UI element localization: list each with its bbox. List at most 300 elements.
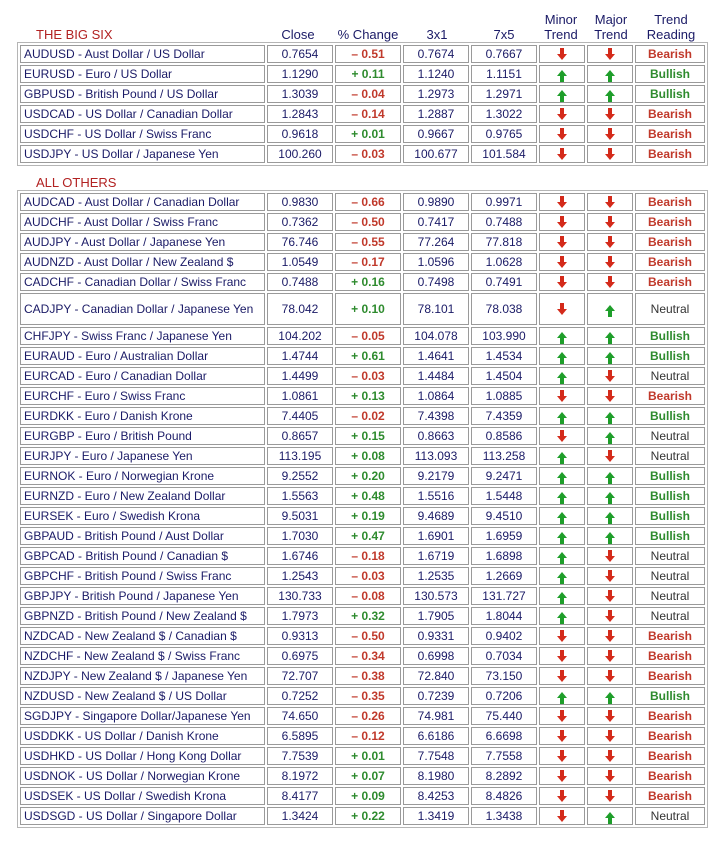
three-by-one-cell: 0.9890: [403, 193, 469, 211]
minor-trend-cell: [539, 233, 585, 251]
table-row: [20, 547, 705, 565]
major-trend-cell: [587, 253, 633, 271]
header-pct-change: % Change: [337, 27, 399, 42]
three-by-one-cell: 1.2887: [403, 105, 469, 123]
arrow-down-icon: [557, 756, 567, 762]
arrow-down-icon: [557, 656, 567, 662]
minor-trend-cell: [539, 627, 585, 645]
pair-cell: GBPJPY - British Pound / Japanese Yen: [20, 587, 265, 605]
change-cell: – 0.17: [335, 253, 401, 271]
pair-cell: EURNOK - Euro / Norwegian Krone: [20, 467, 265, 485]
arrow-up-icon: [557, 332, 567, 338]
minor-trend-cell: [539, 273, 585, 291]
arrow-down-icon: [605, 756, 615, 762]
arrow-up-icon: [557, 90, 567, 96]
arrow-down-icon: [605, 376, 615, 382]
change-cell: + 0.20: [335, 467, 401, 485]
pair-cell: EURSEK - Euro / Swedish Krona: [20, 507, 265, 525]
arrow-down-icon: [605, 556, 615, 562]
major-trend-cell: [587, 145, 633, 163]
pair-cell: CADCHF - Canadian Dollar / Swiss Franc: [20, 273, 265, 291]
arrow-down-icon: [605, 736, 615, 742]
three-by-one-cell: 0.9331: [403, 627, 469, 645]
seven-by-five-cell: 1.4534: [471, 347, 537, 365]
arrow-down-icon: [557, 816, 567, 822]
change-cell: – 0.03: [335, 367, 401, 385]
minor-trend-cell: [539, 787, 585, 805]
arrow-up-icon: [605, 812, 615, 818]
table-row: [20, 767, 705, 785]
three-by-one-cell: 9.4689: [403, 507, 469, 525]
three-by-one-cell: 130.573: [403, 587, 469, 605]
pair-cell: USDJPY - US Dollar / Japanese Yen: [20, 145, 265, 163]
table-row: [20, 387, 705, 405]
trend-reading-cell: Bearish: [635, 193, 705, 211]
trend-reading-cell: Neutral: [635, 293, 705, 325]
close-cell: 0.7362: [267, 213, 333, 231]
pair-cell: GBPCAD - British Pound / Canadian $: [20, 547, 265, 565]
arrow-down-icon: [605, 202, 615, 208]
change-cell: – 0.51: [335, 45, 401, 63]
change-cell: – 0.14: [335, 105, 401, 123]
pair-cell: USDNOK - US Dollar / Norwegian Krone: [20, 767, 265, 785]
close-cell: 0.6975: [267, 647, 333, 665]
trend-reading-cell: Bullish: [635, 407, 705, 425]
arrow-up-icon: [557, 552, 567, 558]
major-trend-cell: [587, 367, 633, 385]
arrow-down-icon: [605, 282, 615, 288]
three-by-one-cell: 7.7548: [403, 747, 469, 765]
pair-cell: EURJPY - Euro / Japanese Yen: [20, 447, 265, 465]
minor-trend-cell: [539, 707, 585, 725]
minor-trend-cell: [539, 85, 585, 103]
change-cell: + 0.01: [335, 747, 401, 765]
minor-trend-cell: [539, 45, 585, 63]
change-cell: – 0.66: [335, 193, 401, 211]
three-by-one-cell: 1.2535: [403, 567, 469, 585]
change-cell: – 0.35: [335, 687, 401, 705]
close-cell: 1.3424: [267, 807, 333, 825]
table-row: [20, 447, 705, 465]
change-cell: + 0.47: [335, 527, 401, 545]
trend-reading-cell: Neutral: [635, 587, 705, 605]
three-by-one-cell: 0.7498: [403, 273, 469, 291]
seven-by-five-cell: 1.0628: [471, 253, 537, 271]
seven-by-five-cell: 7.7558: [471, 747, 537, 765]
close-cell: 1.4744: [267, 347, 333, 365]
table-row: [20, 367, 705, 385]
major-trend-cell: [587, 105, 633, 123]
seven-by-five-cell: 0.7667: [471, 45, 537, 63]
three-by-one-cell: 0.8663: [403, 427, 469, 445]
minor-trend-cell: [539, 607, 585, 625]
arrow-down-icon: [605, 716, 615, 722]
three-by-one-cell: 77.264: [403, 233, 469, 251]
three-by-one-cell: 8.4253: [403, 787, 469, 805]
three-by-one-cell: 1.6719: [403, 547, 469, 565]
three-by-one-cell: 104.078: [403, 327, 469, 345]
pair-cell: SGDJPY - Singapore Dollar/Japanese Yen: [20, 707, 265, 725]
pair-cell: USDSEK - US Dollar / Swedish Krona: [20, 787, 265, 805]
arrow-down-icon: [557, 736, 567, 742]
close-cell: 0.8657: [267, 427, 333, 445]
arrow-down-icon: [557, 54, 567, 60]
close-cell: 1.1290: [267, 65, 333, 83]
table-row: [20, 85, 705, 103]
three-by-one-cell: 1.3419: [403, 807, 469, 825]
major-trend-cell: [587, 527, 633, 545]
all-others-title: ALL OTHERS: [36, 175, 117, 190]
pair-cell: GBPCHF - British Pound / Swiss Franc: [20, 567, 265, 585]
table-row: [20, 125, 705, 143]
trend-reading-cell: Neutral: [635, 607, 705, 625]
arrow-down-icon: [557, 282, 567, 288]
seven-by-five-cell: 0.9765: [471, 125, 537, 143]
three-by-one-cell: 9.2179: [403, 467, 469, 485]
close-cell: 74.650: [267, 707, 333, 725]
seven-by-five-cell: 77.818: [471, 233, 537, 251]
three-by-one-cell: 1.2973: [403, 85, 469, 103]
minor-trend-cell: [539, 327, 585, 345]
table-row: [20, 293, 705, 325]
table-row: [20, 145, 705, 163]
table-row: [20, 787, 705, 805]
seven-by-five-cell: 78.038: [471, 293, 537, 325]
trend-reading-cell: Bullish: [635, 527, 705, 545]
close-cell: 1.5563: [267, 487, 333, 505]
major-trend-cell: [587, 507, 633, 525]
change-cell: + 0.01: [335, 125, 401, 143]
pair-cell: CADJPY - Canadian Dollar / Japanese Yen: [20, 293, 265, 325]
arrow-up-icon: [557, 412, 567, 418]
seven-by-five-cell: 1.5448: [471, 487, 537, 505]
pair-cell: NZDCAD - New Zealand $ / Canadian $: [20, 627, 265, 645]
change-cell: – 0.03: [335, 567, 401, 585]
arrow-up-icon: [557, 472, 567, 478]
table-row: [20, 347, 705, 365]
seven-by-five-cell: 8.2892: [471, 767, 537, 785]
header-minor-line1: Minor: [544, 12, 578, 27]
close-cell: 0.9830: [267, 193, 333, 211]
three-by-one-cell: 6.6186: [403, 727, 469, 745]
arrow-down-icon: [605, 656, 615, 662]
table-row: [20, 667, 705, 685]
trend-reading-cell: Neutral: [635, 567, 705, 585]
close-cell: 0.7488: [267, 273, 333, 291]
minor-trend-cell: [539, 125, 585, 143]
close-cell: 130.733: [267, 587, 333, 605]
three-by-one-cell: 1.0596: [403, 253, 469, 271]
seven-by-five-cell: 1.0885: [471, 387, 537, 405]
minor-trend-cell: [539, 667, 585, 685]
change-cell: – 0.12: [335, 727, 401, 745]
major-trend-cell: [587, 727, 633, 745]
arrow-down-icon: [557, 222, 567, 228]
trend-reading-cell: Bearish: [635, 125, 705, 143]
major-trend-cell: [587, 193, 633, 211]
pair-cell: AUDCHF - Aust Dollar / Swiss Franc: [20, 213, 265, 231]
minor-trend-cell: [539, 467, 585, 485]
major-trend-cell: [587, 647, 633, 665]
table-row: [20, 213, 705, 231]
arrow-down-icon: [557, 154, 567, 160]
header-7x5: 7x5: [493, 27, 515, 42]
major-trend-cell: [587, 747, 633, 765]
change-cell: + 0.15: [335, 427, 401, 445]
table-row: [20, 527, 705, 545]
minor-trend-cell: [539, 487, 585, 505]
close-cell: 1.7030: [267, 527, 333, 545]
major-trend-cell: [587, 807, 633, 825]
arrow-up-icon: [605, 532, 615, 538]
minor-trend-cell: [539, 507, 585, 525]
major-trend-cell: [587, 407, 633, 425]
arrow-down-icon: [557, 309, 567, 315]
three-by-one-cell: 0.7674: [403, 45, 469, 63]
pair-cell: NZDCHF - New Zealand $ / Swiss Franc: [20, 647, 265, 665]
major-trend-cell: [587, 85, 633, 103]
trend-reading-cell: Bearish: [635, 387, 705, 405]
header-reading-line2: Reading: [646, 27, 696, 42]
arrow-down-icon: [557, 262, 567, 268]
seven-by-five-cell: 9.2471: [471, 467, 537, 485]
seven-by-five-cell: 1.2669: [471, 567, 537, 585]
pair-cell: EURCAD - Euro / Canadian Dollar: [20, 367, 265, 385]
pair-cell: EURGBP - Euro / British Pound: [20, 427, 265, 445]
change-cell: – 0.50: [335, 213, 401, 231]
arrow-down-icon: [605, 222, 615, 228]
arrow-up-icon: [605, 692, 615, 698]
change-cell: – 0.55: [335, 233, 401, 251]
major-trend-cell: [587, 65, 633, 83]
three-by-one-cell: 0.9667: [403, 125, 469, 143]
change-cell: + 0.08: [335, 447, 401, 465]
three-by-one-cell: 1.4484: [403, 367, 469, 385]
seven-by-five-cell: 1.2971: [471, 85, 537, 103]
change-cell: + 0.07: [335, 767, 401, 785]
trend-reading-cell: Neutral: [635, 547, 705, 565]
seven-by-five-cell: 0.7488: [471, 213, 537, 231]
seven-by-five-cell: 8.4826: [471, 787, 537, 805]
three-by-one-cell: 1.0864: [403, 387, 469, 405]
pair-cell: USDCHF - US Dollar / Swiss Franc: [20, 125, 265, 143]
trend-reading-cell: Bearish: [635, 213, 705, 231]
minor-trend-cell: [539, 587, 585, 605]
table-row: [20, 567, 705, 585]
table-row: [20, 687, 705, 705]
arrow-down-icon: [557, 716, 567, 722]
three-by-one-cell: 1.7905: [403, 607, 469, 625]
trend-reading-cell: Bullish: [635, 687, 705, 705]
minor-trend-cell: [539, 407, 585, 425]
trend-reading-cell: Bullish: [635, 85, 705, 103]
header-major-trend: [588, 12, 634, 42]
arrow-down-icon: [557, 134, 567, 140]
header-reading-line1: Trend: [654, 12, 688, 27]
minor-trend-cell: [539, 105, 585, 123]
close-cell: 7.7539: [267, 747, 333, 765]
major-trend-cell: [587, 293, 633, 325]
change-cell: + 0.22: [335, 807, 401, 825]
pair-cell: GBPAUD - British Pound / Aust Dollar: [20, 527, 265, 545]
close-cell: 1.4499: [267, 367, 333, 385]
change-cell: – 0.02: [335, 407, 401, 425]
change-cell: – 0.03: [335, 145, 401, 163]
major-trend-cell: [587, 607, 633, 625]
close-cell: 0.7654: [267, 45, 333, 63]
change-cell: – 0.05: [335, 327, 401, 345]
arrow-up-icon: [557, 612, 567, 618]
table-row: [20, 327, 705, 345]
change-cell: – 0.50: [335, 627, 401, 645]
pair-cell: EURNZD - Euro / New Zealand Dollar: [20, 487, 265, 505]
close-cell: 1.7973: [267, 607, 333, 625]
seven-by-five-cell: 1.3022: [471, 105, 537, 123]
arrow-up-icon: [605, 352, 615, 358]
arrow-down-icon: [605, 596, 615, 602]
close-cell: 1.2543: [267, 567, 333, 585]
change-cell: – 0.18: [335, 547, 401, 565]
trend-reading-cell: Bearish: [635, 707, 705, 725]
arrow-down-icon: [605, 134, 615, 140]
table-row: [20, 607, 705, 625]
arrow-up-icon: [557, 532, 567, 538]
minor-trend-cell: [539, 253, 585, 271]
change-cell: – 0.04: [335, 85, 401, 103]
close-cell: 78.042: [267, 293, 333, 325]
pair-cell: CHFJPY - Swiss Franc / Japanese Yen: [20, 327, 265, 345]
pair-cell: EURDKK - Euro / Danish Krone: [20, 407, 265, 425]
seven-by-five-cell: 0.7034: [471, 647, 537, 665]
arrow-down-icon: [557, 114, 567, 120]
three-by-one-cell: 0.6998: [403, 647, 469, 665]
arrow-up-icon: [557, 352, 567, 358]
arrow-up-icon: [605, 70, 615, 76]
arrow-up-icon: [605, 412, 615, 418]
trend-reading-cell: Bullish: [635, 327, 705, 345]
minor-trend-cell: [539, 547, 585, 565]
arrow-up-icon: [605, 432, 615, 438]
pair-cell: AUDUSD - Aust Dollar / US Dollar: [20, 45, 265, 63]
close-cell: 7.4405: [267, 407, 333, 425]
minor-trend-cell: [539, 193, 585, 211]
close-cell: 104.202: [267, 327, 333, 345]
minor-trend-cell: [539, 447, 585, 465]
minor-trend-cell: [539, 727, 585, 745]
three-by-one-cell: 8.1980: [403, 767, 469, 785]
close-cell: 72.707: [267, 667, 333, 685]
pair-cell: USDHKD - US Dollar / Hong Kong Dollar: [20, 747, 265, 765]
seven-by-five-cell: 75.440: [471, 707, 537, 725]
table-row: [20, 427, 705, 445]
major-trend-cell: [587, 233, 633, 251]
seven-by-five-cell: 101.584: [471, 145, 537, 163]
three-by-one-cell: 1.1240: [403, 65, 469, 83]
arrow-up-icon: [557, 512, 567, 518]
arrow-up-icon: [557, 452, 567, 458]
pair-cell: USDDKK - US Dollar / Danish Krone: [20, 727, 265, 745]
trend-reading-cell: Bearish: [635, 747, 705, 765]
major-trend-cell: [587, 767, 633, 785]
pair-cell: AUDNZD - Aust Dollar / New Zealand $: [20, 253, 265, 271]
seven-by-five-cell: 7.4359: [471, 407, 537, 425]
change-cell: – 0.34: [335, 647, 401, 665]
close-cell: 6.5895: [267, 727, 333, 745]
pair-cell: NZDUSD - New Zealand $ / US Dollar: [20, 687, 265, 705]
big-six-table: [17, 42, 708, 166]
close-cell: 1.0549: [267, 253, 333, 271]
close-cell: 76.746: [267, 233, 333, 251]
three-by-one-cell: 74.981: [403, 707, 469, 725]
three-by-one-cell: 1.6901: [403, 527, 469, 545]
close-cell: 0.9618: [267, 125, 333, 143]
arrow-down-icon: [605, 54, 615, 60]
major-trend-cell: [587, 487, 633, 505]
major-trend-cell: [587, 567, 633, 585]
arrow-down-icon: [557, 776, 567, 782]
change-cell: + 0.13: [335, 387, 401, 405]
seven-by-five-cell: 0.8586: [471, 427, 537, 445]
major-trend-cell: [587, 327, 633, 345]
table-row: [20, 273, 705, 291]
table-row: [20, 467, 705, 485]
pair-cell: GBPUSD - British Pound / US Dollar: [20, 85, 265, 103]
major-trend-cell: [587, 447, 633, 465]
change-cell: + 0.48: [335, 487, 401, 505]
minor-trend-cell: [539, 367, 585, 385]
change-cell: – 0.26: [335, 707, 401, 725]
trend-reading-cell: Bearish: [635, 253, 705, 271]
seven-by-five-cell: 0.9971: [471, 193, 537, 211]
arrow-up-icon: [605, 332, 615, 338]
table-row: [20, 727, 705, 745]
header-minor-line2: Trend: [544, 27, 578, 42]
arrow-up-icon: [557, 592, 567, 598]
table-row: [20, 587, 705, 605]
table-row: [20, 807, 705, 825]
table-row: [20, 487, 705, 505]
pair-cell: NZDJPY - New Zealand $ / Japanese Yen: [20, 667, 265, 685]
pair-cell: AUDJPY - Aust Dollar / Japanese Yen: [20, 233, 265, 251]
table-row: [20, 105, 705, 123]
pair-cell: EURCHF - Euro / Swiss Franc: [20, 387, 265, 405]
trend-reading-cell: Bearish: [635, 627, 705, 645]
major-trend-cell: [587, 547, 633, 565]
major-trend-cell: [587, 707, 633, 725]
three-by-one-cell: 0.7239: [403, 687, 469, 705]
arrow-up-icon: [557, 572, 567, 578]
arrow-down-icon: [557, 242, 567, 248]
change-cell: – 0.08: [335, 587, 401, 605]
header-major-line2: Trend: [594, 27, 628, 42]
close-cell: 9.2552: [267, 467, 333, 485]
close-cell: 9.5031: [267, 507, 333, 525]
minor-trend-cell: [539, 647, 585, 665]
major-trend-cell: [587, 627, 633, 645]
pair-cell: EURAUD - Euro / Australian Dollar: [20, 347, 265, 365]
seven-by-five-cell: 1.6959: [471, 527, 537, 545]
three-by-one-cell: 78.101: [403, 293, 469, 325]
arrow-up-icon: [605, 305, 615, 311]
arrow-down-icon: [557, 396, 567, 402]
minor-trend-cell: [539, 213, 585, 231]
trend-reading-cell: Bearish: [635, 667, 705, 685]
major-trend-cell: [587, 587, 633, 605]
header-close: Close: [281, 27, 315, 42]
trend-reading-cell: Bearish: [635, 727, 705, 745]
header-major-line1: Major: [594, 12, 628, 27]
column-header-bar: [0, 0, 717, 44]
